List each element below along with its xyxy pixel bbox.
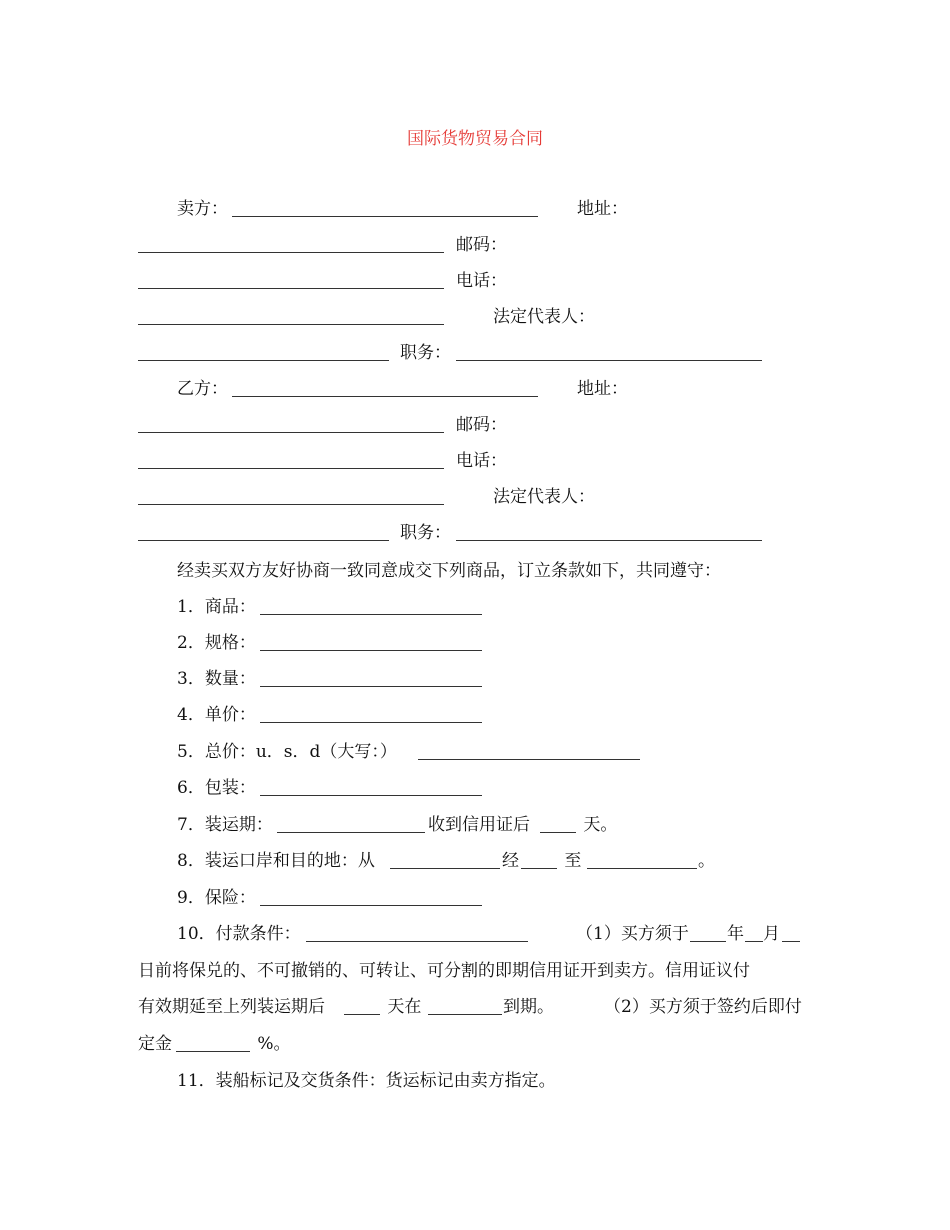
item-spec-label: 2．规格： bbox=[177, 633, 256, 653]
buyer-postcode-label: 邮码： bbox=[456, 415, 507, 435]
item-port-via-label: 经 bbox=[502, 851, 519, 871]
item-payment-line4a: 定金 bbox=[138, 1034, 172, 1054]
contract-title: 国际货物贸易合同 bbox=[407, 129, 543, 149]
intro-text: 经卖买双方友好协商一致同意成交下列商品，订立条款如下，共同遵守： bbox=[177, 561, 721, 581]
item-payment-place-field[interactable] bbox=[428, 1014, 502, 1015]
item-quantity-field[interactable] bbox=[260, 686, 482, 687]
item-total-field[interactable] bbox=[418, 759, 640, 760]
item-port-from-field[interactable] bbox=[390, 868, 500, 869]
item-payment-year-field[interactable] bbox=[690, 941, 726, 942]
item-marking-label: 11．装船标记及交货条件：货运标记由卖方指定。 bbox=[177, 1071, 556, 1091]
buyer-position-label: 职务： bbox=[400, 523, 451, 543]
item-port-label: 8．装运口岸和目的地：从 bbox=[177, 851, 375, 871]
item-port-via-field[interactable] bbox=[521, 868, 557, 869]
buyer-postcode-field[interactable] bbox=[138, 468, 444, 469]
buyer-address-field[interactable] bbox=[138, 432, 444, 433]
item-port-end: 。 bbox=[698, 851, 715, 871]
item-payment-line3b: 天在 bbox=[382, 997, 422, 1017]
item-payment-month-field[interactable] bbox=[745, 941, 763, 942]
item-goods-field[interactable] bbox=[260, 614, 482, 615]
seller-phone-field[interactable] bbox=[138, 324, 444, 325]
buyer-rep-field[interactable] bbox=[138, 540, 389, 541]
seller-label: 卖方： bbox=[177, 199, 228, 219]
seller-postcode-field[interactable] bbox=[138, 288, 444, 289]
buyer-position-field[interactable] bbox=[456, 540, 762, 541]
item-unit-price-label: 4．单价： bbox=[177, 705, 256, 725]
item-goods-label: 1．商品： bbox=[177, 597, 256, 617]
seller-rep-label: 法定代表人： bbox=[493, 307, 595, 327]
item-payment-line3a: 有效期延至上列装运期后 bbox=[138, 997, 325, 1017]
item-port-to-field[interactable] bbox=[587, 868, 697, 869]
seller-position-field[interactable] bbox=[456, 360, 762, 361]
item-shipment-days-unit: 天。 bbox=[578, 815, 618, 835]
item-shipment-after-lc: 收到信用证后 bbox=[428, 815, 530, 835]
item-packing-field[interactable] bbox=[260, 795, 482, 796]
seller-position-label: 职务： bbox=[400, 343, 451, 363]
item-payment-days-field[interactable] bbox=[344, 1014, 380, 1015]
seller-phone-label: 电话： bbox=[456, 271, 507, 291]
item-shipment-field[interactable] bbox=[277, 832, 425, 833]
buyer-address-label: 地址： bbox=[577, 379, 628, 399]
item-shipment-days-field[interactable] bbox=[540, 832, 576, 833]
item-payment-day-field[interactable] bbox=[782, 941, 800, 942]
item-shipment-label: 7．装运期： bbox=[177, 815, 273, 835]
seller-name-field[interactable] bbox=[232, 216, 538, 217]
seller-address-label: 地址： bbox=[577, 199, 628, 219]
buyer-phone-label: 电话： bbox=[456, 451, 507, 471]
item-quantity-label: 3．数量： bbox=[177, 669, 256, 689]
buyer-phone-field[interactable] bbox=[138, 504, 444, 505]
item-insurance-field[interactable] bbox=[260, 905, 482, 906]
item-payment-year-label: 年 bbox=[727, 924, 744, 944]
seller-postcode-label: 邮码： bbox=[456, 235, 507, 255]
buyer-rep-label: 法定代表人： bbox=[493, 487, 595, 507]
seller-rep-field[interactable] bbox=[138, 360, 389, 361]
buyer-label: 乙方： bbox=[177, 379, 228, 399]
item-payment-field[interactable] bbox=[306, 941, 528, 942]
item-total-label: 5．总价：u．s．d（大写：） bbox=[177, 742, 397, 762]
item-payment-label: 10．付款条件： bbox=[177, 924, 301, 944]
item-port-to-label: 至 bbox=[559, 851, 582, 871]
seller-address-field[interactable] bbox=[138, 252, 444, 253]
item-payment-clause2: （2）买方须于签约后即付 bbox=[604, 997, 802, 1017]
buyer-name-field[interactable] bbox=[232, 396, 538, 397]
item-payment-line2: 日前将保兑的、不可撤销的、可转让、可分割的即期信用证开到卖方。信用证议付 bbox=[138, 961, 750, 981]
item-packing-label: 6．包装： bbox=[177, 778, 256, 798]
item-spec-field[interactable] bbox=[260, 650, 482, 651]
item-payment-line3c: 到期。 bbox=[503, 997, 554, 1017]
item-unit-price-field[interactable] bbox=[260, 722, 482, 723]
item-payment-line4b: %。 bbox=[252, 1034, 291, 1054]
item-payment-deposit-field[interactable] bbox=[176, 1051, 250, 1052]
item-payment-month-label: 月 bbox=[763, 924, 780, 944]
item-insurance-label: 9．保险： bbox=[177, 888, 256, 908]
item-payment-clause1: （1）买方须于 bbox=[576, 924, 689, 944]
